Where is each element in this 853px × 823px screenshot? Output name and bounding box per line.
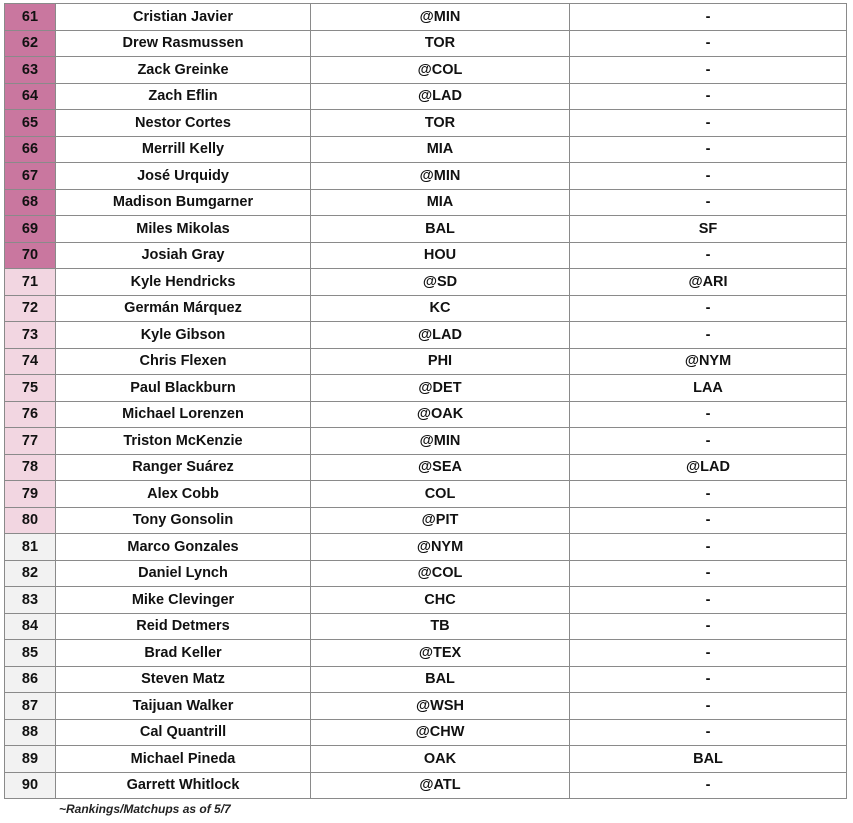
- pitcher-name-cell: Tony Gonsolin: [56, 507, 311, 534]
- table-row: [5, 216, 847, 243]
- matchup-1-cell: COL: [311, 481, 570, 508]
- table-row: [5, 560, 847, 587]
- matchup-2-cell: -: [570, 507, 847, 534]
- rank-cell: 75: [5, 375, 56, 402]
- pitcher-name-cell: Chris Flexen: [56, 348, 311, 375]
- table-row: [5, 295, 847, 322]
- table-row: [5, 613, 847, 640]
- table-row: [5, 322, 847, 349]
- matchup-1-cell: @TEX: [311, 640, 570, 667]
- pitcher-name-cell: Madison Bumgarner: [56, 189, 311, 216]
- rank-cell: 64: [5, 83, 56, 110]
- pitcher-name-cell: Drew Rasmussen: [56, 30, 311, 57]
- rank-cell: 72: [5, 295, 56, 322]
- table-row: [5, 375, 847, 402]
- pitcher-name-cell: Merrill Kelly: [56, 136, 311, 163]
- matchup-2-cell: -: [570, 640, 847, 667]
- matchup-2-cell: @ARI: [570, 269, 847, 296]
- rank-cell: 73: [5, 322, 56, 349]
- matchup-1-cell: @SEA: [311, 454, 570, 481]
- table-row: [5, 640, 847, 667]
- matchup-1-cell: @MIN: [311, 4, 570, 31]
- matchup-1-cell: @WSH: [311, 693, 570, 720]
- matchup-2-cell: -: [570, 322, 847, 349]
- pitcher-name-cell: Zach Eflin: [56, 83, 311, 110]
- matchup-1-cell: CHC: [311, 587, 570, 614]
- pitcher-name-cell: Triston McKenzie: [56, 428, 311, 455]
- table-row: [5, 719, 847, 746]
- matchup-1-cell: @DET: [311, 375, 570, 402]
- pitcher-name-cell: Kyle Gibson: [56, 322, 311, 349]
- matchup-1-cell: OAK: [311, 746, 570, 773]
- matchup-2-cell: -: [570, 401, 847, 428]
- rankings-table-body: [5, 4, 847, 799]
- pitcher-name-cell: Miles Mikolas: [56, 216, 311, 243]
- table-row: [5, 534, 847, 561]
- matchup-2-cell: @LAD: [570, 454, 847, 481]
- pitcher-name-cell: Reid Detmers: [56, 613, 311, 640]
- rank-cell: 86: [5, 666, 56, 693]
- rank-cell: 84: [5, 613, 56, 640]
- matchup-1-cell: @MIN: [311, 163, 570, 190]
- matchup-2-cell: -: [570, 666, 847, 693]
- matchup-1-cell: MIA: [311, 136, 570, 163]
- matchup-2-cell: -: [570, 30, 847, 57]
- matchup-1-cell: BAL: [311, 216, 570, 243]
- table-row: [5, 163, 847, 190]
- matchup-1-cell: @SD: [311, 269, 570, 296]
- pitcher-name-cell: Marco Gonzales: [56, 534, 311, 561]
- matchup-2-cell: -: [570, 110, 847, 137]
- table-row: [5, 348, 847, 375]
- pitcher-name-cell: Zack Greinke: [56, 57, 311, 84]
- table-row: [5, 746, 847, 773]
- matchup-1-cell: PHI: [311, 348, 570, 375]
- matchup-1-cell: @NYM: [311, 534, 570, 561]
- table-row: [5, 507, 847, 534]
- pitcher-name-cell: Germán Márquez: [56, 295, 311, 322]
- matchup-2-cell: -: [570, 772, 847, 799]
- table-row: [5, 30, 847, 57]
- matchup-2-cell: -: [570, 136, 847, 163]
- matchup-2-cell: -: [570, 560, 847, 587]
- pitcher-name-cell: Taijuan Walker: [56, 693, 311, 720]
- rank-cell: 90: [5, 772, 56, 799]
- matchup-1-cell: @LAD: [311, 83, 570, 110]
- matchup-1-cell: KC: [311, 295, 570, 322]
- pitcher-name-cell: Cal Quantrill: [56, 719, 311, 746]
- rank-cell: 80: [5, 507, 56, 534]
- matchup-2-cell: -: [570, 242, 847, 269]
- matchup-2-cell: -: [570, 587, 847, 614]
- rank-cell: 69: [5, 216, 56, 243]
- pitcher-name-cell: Steven Matz: [56, 666, 311, 693]
- matchup-2-cell: -: [570, 481, 847, 508]
- rank-cell: 71: [5, 269, 56, 296]
- table-row: [5, 189, 847, 216]
- table-row: [5, 242, 847, 269]
- table-row: [5, 481, 847, 508]
- matchup-1-cell: @MIN: [311, 428, 570, 455]
- matchup-2-cell: -: [570, 295, 847, 322]
- table-row: [5, 4, 847, 31]
- rank-cell: 70: [5, 242, 56, 269]
- matchup-1-cell: @CHW: [311, 719, 570, 746]
- rank-cell: 88: [5, 719, 56, 746]
- table-row: [5, 136, 847, 163]
- pitcher-name-cell: Kyle Hendricks: [56, 269, 311, 296]
- matchup-2-cell: -: [570, 693, 847, 720]
- pitcher-name-cell: Cristian Javier: [56, 4, 311, 31]
- matchup-1-cell: @LAD: [311, 322, 570, 349]
- matchup-2-cell: -: [570, 189, 847, 216]
- rank-cell: 82: [5, 560, 56, 587]
- matchup-1-cell: HOU: [311, 242, 570, 269]
- matchup-1-cell: @ATL: [311, 772, 570, 799]
- rank-cell: 74: [5, 348, 56, 375]
- pitcher-name-cell: Alex Cobb: [56, 481, 311, 508]
- rank-cell: 87: [5, 693, 56, 720]
- pitcher-name-cell: Michael Lorenzen: [56, 401, 311, 428]
- table-row: [5, 57, 847, 84]
- rank-cell: 68: [5, 189, 56, 216]
- rankings-table: [4, 3, 847, 799]
- table-row: [5, 454, 847, 481]
- rank-cell: 89: [5, 746, 56, 773]
- rank-cell: 66: [5, 136, 56, 163]
- pitcher-name-cell: José Urquidy: [56, 163, 311, 190]
- rank-cell: 81: [5, 534, 56, 561]
- matchup-2-cell: @NYM: [570, 348, 847, 375]
- matchup-2-cell: LAA: [570, 375, 847, 402]
- rank-cell: 79: [5, 481, 56, 508]
- matchup-1-cell: TOR: [311, 110, 570, 137]
- rank-cell: 62: [5, 30, 56, 57]
- rank-cell: 85: [5, 640, 56, 667]
- matchup-1-cell: BAL: [311, 666, 570, 693]
- table-row: [5, 269, 847, 296]
- matchup-1-cell: @COL: [311, 560, 570, 587]
- matchup-2-cell: -: [570, 428, 847, 455]
- table-row: [5, 401, 847, 428]
- rank-cell: 65: [5, 110, 56, 137]
- rank-cell: 61: [5, 4, 56, 31]
- matchup-2-cell: BAL: [570, 746, 847, 773]
- pitcher-name-cell: Michael Pineda: [56, 746, 311, 773]
- matchup-2-cell: -: [570, 163, 847, 190]
- rank-cell: 67: [5, 163, 56, 190]
- rank-cell: 77: [5, 428, 56, 455]
- table-row: [5, 83, 847, 110]
- rankings-footnote: ~Rankings/Matchups as of 5/7: [59, 802, 231, 816]
- pitcher-name-cell: Mike Clevinger: [56, 587, 311, 614]
- pitcher-name-cell: Ranger Suárez: [56, 454, 311, 481]
- table-row: [5, 428, 847, 455]
- rank-cell: 78: [5, 454, 56, 481]
- matchup-1-cell: TOR: [311, 30, 570, 57]
- matchup-1-cell: TB: [311, 613, 570, 640]
- pitcher-name-cell: Garrett Whitlock: [56, 772, 311, 799]
- pitcher-name-cell: Nestor Cortes: [56, 110, 311, 137]
- table-row: [5, 772, 847, 799]
- rank-cell: 83: [5, 587, 56, 614]
- matchup-1-cell: MIA: [311, 189, 570, 216]
- matchup-2-cell: -: [570, 4, 847, 31]
- pitcher-name-cell: Paul Blackburn: [56, 375, 311, 402]
- matchup-1-cell: @OAK: [311, 401, 570, 428]
- pitcher-name-cell: Daniel Lynch: [56, 560, 311, 587]
- matchup-1-cell: @COL: [311, 57, 570, 84]
- matchup-2-cell: -: [570, 719, 847, 746]
- rank-cell: 76: [5, 401, 56, 428]
- pitcher-name-cell: Brad Keller: [56, 640, 311, 667]
- table-row: [5, 693, 847, 720]
- matchup-1-cell: @PIT: [311, 507, 570, 534]
- table-row: [5, 110, 847, 137]
- pitcher-name-cell: Josiah Gray: [56, 242, 311, 269]
- matchup-2-cell: -: [570, 613, 847, 640]
- matchup-2-cell: -: [570, 57, 847, 84]
- rank-cell: 63: [5, 57, 56, 84]
- table-row: [5, 666, 847, 693]
- matchup-2-cell: -: [570, 534, 847, 561]
- matchup-2-cell: SF: [570, 216, 847, 243]
- table-row: [5, 587, 847, 614]
- matchup-2-cell: -: [570, 83, 847, 110]
